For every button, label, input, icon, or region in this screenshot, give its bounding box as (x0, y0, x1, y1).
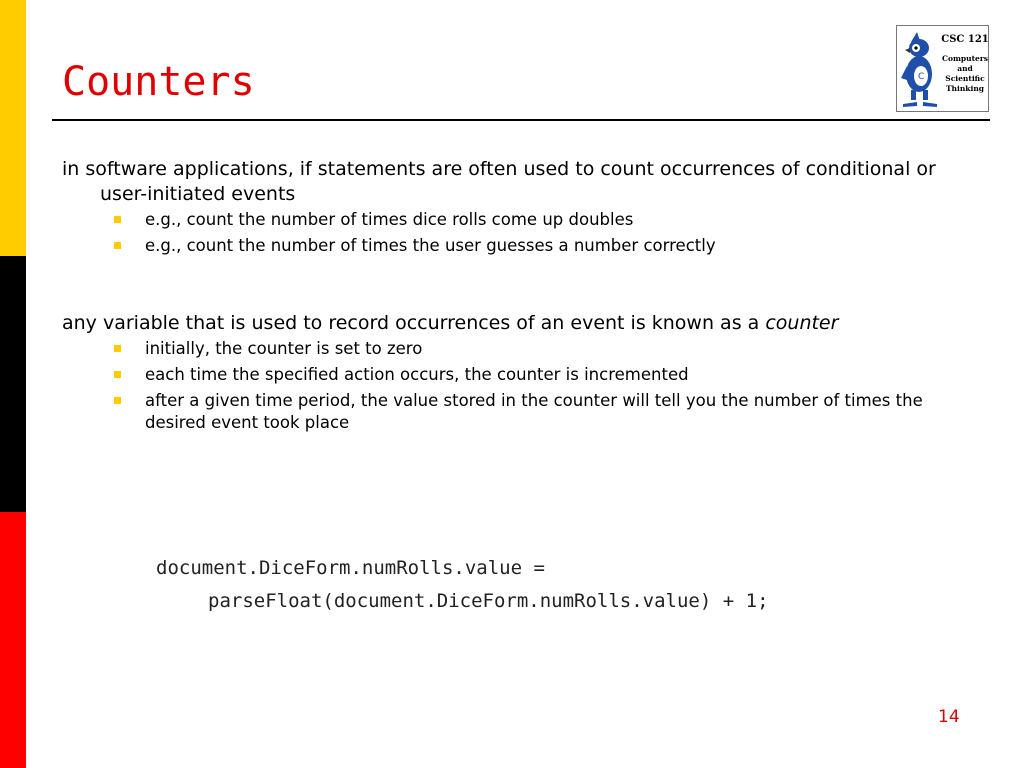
svg-text:C: C (918, 72, 925, 82)
square-bullet-icon (114, 397, 121, 404)
left-stripe-black (0, 256, 26, 512)
sub-bullet-text: initially, the counter is set to zero (145, 339, 423, 358)
sub-bullet-text: e.g., count the number of times dice rolls come up doubles (145, 210, 634, 229)
logo-text (941, 34, 989, 94)
emphasized-term: counter (765, 312, 839, 334)
code-line: parseFloat(document.DiceForm.numRolls.value) + 1; (208, 590, 769, 612)
title-divider (52, 119, 990, 121)
sub-bullet-text: e.g., count the number of times the user guesses a number correctly (145, 236, 716, 255)
slide-body (62, 157, 974, 438)
sub-bullet (145, 390, 974, 434)
logo-course-code: CSC 121 (941, 34, 989, 45)
left-stripe-yellow (0, 0, 26, 256)
sub-bullet (145, 364, 974, 386)
square-bullet-icon (114, 371, 121, 378)
code-snippet (156, 552, 769, 618)
course-logo (896, 25, 989, 112)
sub-bullet (145, 235, 974, 257)
logo-subtitle-line: Scientific (945, 74, 985, 83)
square-bullet-icon (114, 216, 121, 223)
sub-bullet-text: each time the specified action occurs, the counter is incremented (145, 365, 689, 384)
sub-bullet-list (62, 209, 974, 257)
slide-title: Counters (62, 59, 255, 105)
sub-bullet-text: after a given time period, the value stored in the counter will tell you the number of times the desired event took place (145, 391, 923, 432)
logo-subtitle-line: and (957, 64, 973, 73)
logo-subtitle-line: Thinking (945, 84, 985, 93)
logo-subtitle (941, 54, 989, 94)
code-line: document.DiceForm.numRolls.value = (156, 557, 545, 579)
sub-bullet-list (62, 338, 974, 434)
sub-bullet (145, 338, 974, 360)
logo-subtitle-line: Computers (941, 54, 988, 63)
main-bullet (62, 311, 974, 336)
square-bullet-icon (114, 242, 121, 249)
sub-bullet (145, 209, 974, 231)
page-number: 14 (938, 707, 960, 727)
main-bullet-text: any variable that is used to record occurrences of an event is known as a (62, 312, 766, 334)
left-stripe-red (0, 512, 26, 768)
square-bullet-icon (114, 345, 121, 352)
main-bullet: in software applications, if statements are often used to count occurrences of conditional or user-initiated events (62, 158, 936, 205)
